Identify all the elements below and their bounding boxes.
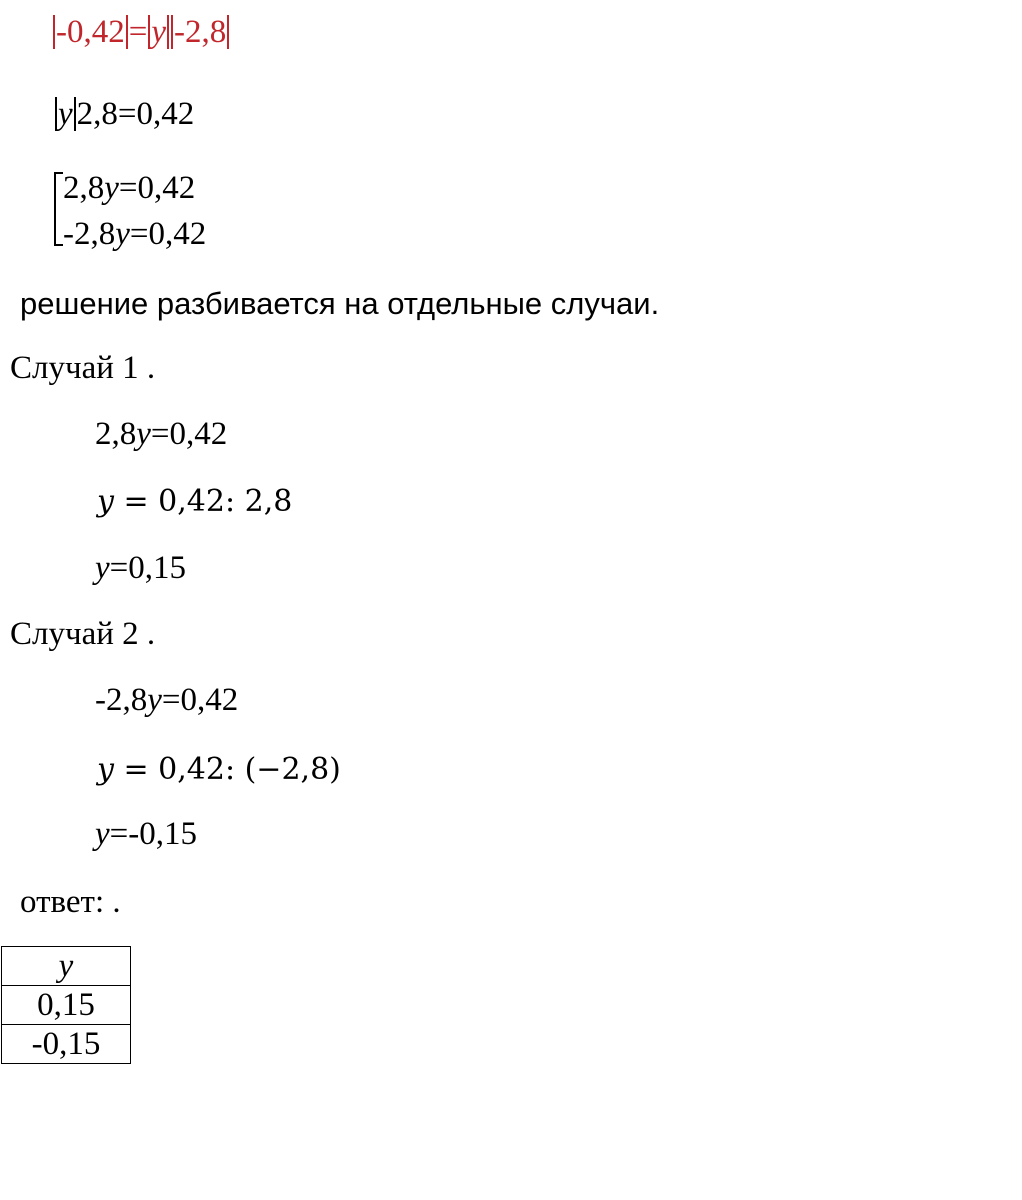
system-row-2 bbox=[63, 214, 206, 254]
table-cell: -0,15 bbox=[2, 1025, 131, 1064]
abs-bar bbox=[167, 15, 169, 49]
variable-y: y bbox=[136, 416, 151, 452]
case-2-line-3 bbox=[95, 814, 197, 854]
equation-rest: =0,42 bbox=[118, 170, 196, 206]
variable-y: y bbox=[95, 550, 110, 586]
equation-rest: =0,15 bbox=[109, 550, 187, 586]
variable-y: y bbox=[97, 752, 114, 787]
coefficient: 2,8 bbox=[63, 170, 105, 206]
table-header-cell: y bbox=[2, 947, 131, 986]
answer-label: ответ: . bbox=[20, 884, 121, 920]
coefficient: 2,8 bbox=[95, 416, 137, 452]
intro-text: решение разбивается на отдельные случаи. bbox=[20, 286, 660, 321]
abs-bar bbox=[126, 15, 128, 49]
coefficient: -2,8 bbox=[63, 216, 116, 252]
abs-right-value: -2,8 bbox=[174, 14, 227, 50]
table-row bbox=[2, 986, 131, 1025]
system-row-1 bbox=[63, 168, 195, 208]
variable-y: y bbox=[97, 484, 114, 519]
case-2-line-2 bbox=[97, 750, 341, 790]
abs-left-value: -0,42 bbox=[56, 14, 125, 50]
case-1-line-3 bbox=[95, 548, 186, 588]
equation-rest: = 0,42: (−2,8) bbox=[113, 752, 341, 787]
abs-bar bbox=[227, 15, 229, 49]
abs-step-rest: 2,8=0,42 bbox=[76, 96, 195, 132]
case-1-line-2 bbox=[97, 482, 292, 522]
equation-rest: =-0,15 bbox=[109, 816, 198, 852]
table-cell: 0,15 bbox=[2, 986, 131, 1025]
variable-y: y bbox=[115, 216, 130, 252]
abs-bar bbox=[74, 97, 76, 131]
abs-bar bbox=[53, 15, 55, 49]
main-equation bbox=[52, 12, 230, 52]
answer-table bbox=[1, 946, 131, 1064]
abs-step-equation bbox=[54, 94, 194, 134]
equals-sign: = bbox=[128, 14, 148, 50]
case-2-heading: Случай 2 . bbox=[10, 616, 156, 652]
equation-rest: =0,42 bbox=[150, 416, 228, 452]
table-header-row bbox=[2, 947, 131, 986]
equation-rest: =0,42 bbox=[161, 682, 239, 718]
abs-bar bbox=[171, 15, 173, 49]
system-bracket bbox=[54, 172, 63, 246]
case-1-heading: Случай 1 . bbox=[10, 350, 156, 386]
variable-y: y bbox=[104, 170, 119, 206]
variable-y: y bbox=[95, 816, 110, 852]
coefficient: -2,8 bbox=[95, 682, 148, 718]
equation-rest: = 0,42: 2,8 bbox=[113, 484, 293, 519]
equation-rest: =0,42 bbox=[129, 216, 207, 252]
abs-bar bbox=[55, 97, 57, 131]
case-2-line-1 bbox=[95, 680, 238, 720]
variable-y: y bbox=[151, 14, 167, 50]
case-1-line-1 bbox=[95, 414, 227, 454]
variable-y: y bbox=[58, 96, 73, 132]
table-row bbox=[2, 1025, 131, 1064]
variable-y: y bbox=[147, 682, 162, 718]
